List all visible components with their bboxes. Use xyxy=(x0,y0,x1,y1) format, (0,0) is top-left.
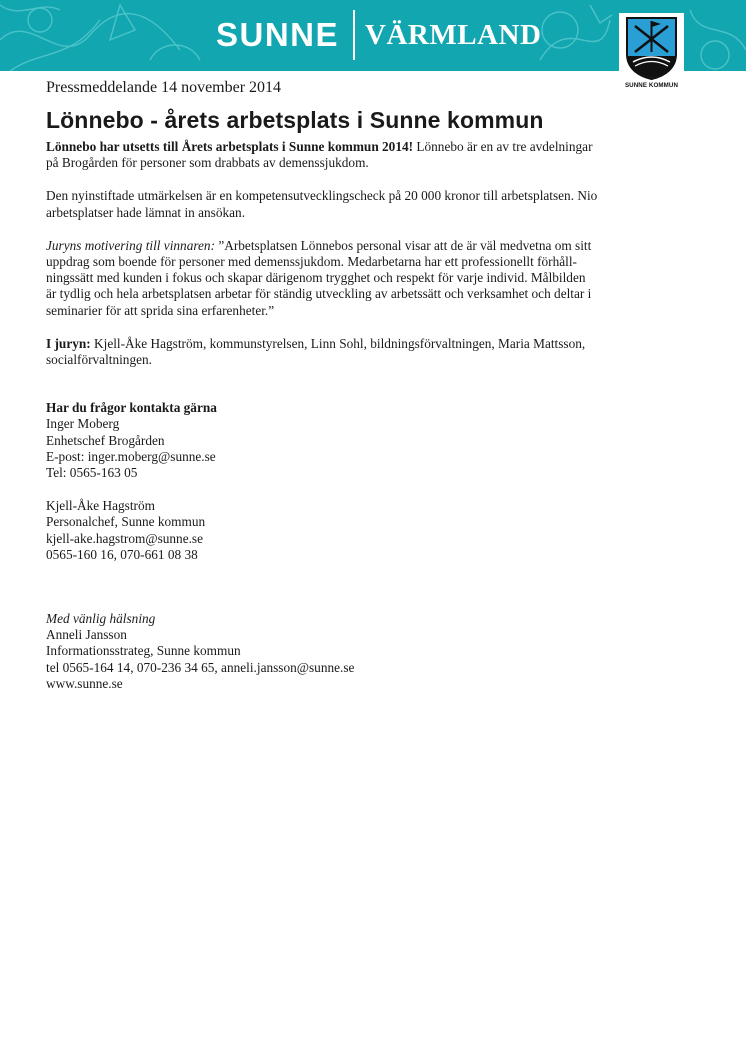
signoff-name: Anneli Jansson xyxy=(46,627,127,643)
contact-heading: Har du frågor kontakta gärna xyxy=(46,400,217,416)
contact2-phone: 0565-160 16, 070-661 08 38 xyxy=(46,546,198,562)
jury-paragraph xyxy=(46,336,646,368)
motivation-line-1: ”Arbetsplatsen Lönnebos personal visar att de är väl medvetna om sitt xyxy=(215,237,592,253)
brand-varmland: VÄRMLAND xyxy=(365,18,542,51)
coat-of-arms-icon xyxy=(625,16,678,80)
contact2-role: Personalchef, Sunne kommun xyxy=(46,514,206,530)
contact-block-1 xyxy=(46,400,646,481)
lead-bold: Lönnebo har utsetts till Årets arbetsplats i Sunne kommun 2014! xyxy=(46,139,414,154)
signoff-greeting: Med vänlig hälsning xyxy=(46,611,156,627)
award-line-1: Den nyinstiftade utmärkelsen är en kompetensutvecklingscheck på 20 000 kronor till arbetsplatsen. Nio xyxy=(46,188,598,204)
page-title: Lönnebo - årets arbetsplats i Sunne kommun xyxy=(46,107,544,133)
motivation-label: Juryns motivering till vinnaren: xyxy=(46,237,216,253)
contact1-name: Inger Moberg xyxy=(46,416,120,432)
article-body xyxy=(46,139,646,692)
municipality-crest xyxy=(619,13,684,93)
award-paragraph xyxy=(46,188,646,220)
jury-line-1: Kjell-Åke Hagström, kommunstyrelsen, Linn Sohl, bildningsförvaltningen, Maria Mattsson, xyxy=(90,335,586,351)
lead-rest: Lönnebo är en av tre avdelningar xyxy=(413,139,593,154)
motivation-line-5: seminarier för att sprida sina erfarenheter.” xyxy=(46,302,275,318)
lead-paragraph xyxy=(46,139,646,171)
signoff-block xyxy=(46,611,646,692)
contact1-role: Enhetschef Brogården xyxy=(46,432,165,448)
contact1-email: E-post: inger.moberg@sunne.se xyxy=(46,448,216,464)
brand-wordmark xyxy=(216,10,541,60)
signoff-role: Informationsstrateg, Sunne kommun xyxy=(46,643,241,659)
brand-sunne: SUNNE xyxy=(216,16,340,53)
motivation-line-3: ningssätt med kunden i fokus och skapar därigenom trygghet och respekt för varje individ. Målbilden xyxy=(46,270,586,286)
press-release-date: Pressmeddelande 14 november 2014 xyxy=(46,79,282,96)
jury-line-2: socialförvaltningen. xyxy=(46,352,152,368)
contact2-email: kjell-ake.hagstrom@sunne.se xyxy=(46,530,203,546)
signoff-contact: tel 0565-164 14, 070-236 34 65, anneli.jansson@sunne.se xyxy=(46,659,355,675)
brand-divider xyxy=(353,10,355,60)
crest-label: SUNNE KOMMUN xyxy=(624,82,679,89)
lead-line-2: på Brogården för personer som drabbats av demenssjukdom. xyxy=(46,155,369,171)
jury-label: I juryn: xyxy=(46,335,91,351)
motivation-line-4: är tydlig och hela arbetsplatsen arbetar för ständig utveckling av arbetssätt och verksamhet och deltar i xyxy=(46,286,592,302)
contact2-name: Kjell-Åke Hagström xyxy=(46,498,155,514)
signoff-website: www.sunne.se xyxy=(46,675,123,691)
contact-block-2 xyxy=(46,498,646,563)
motivation-paragraph xyxy=(46,238,646,319)
motivation-line-2: uppdrag som boende för personer med demenssjukdom. Medarbetarna har ett professionellt förhåll- xyxy=(46,254,577,270)
award-line-2: arbetsplatser hade lämnat in ansökan. xyxy=(46,204,246,220)
contact1-phone: Tel: 0565-163 05 xyxy=(46,465,138,481)
